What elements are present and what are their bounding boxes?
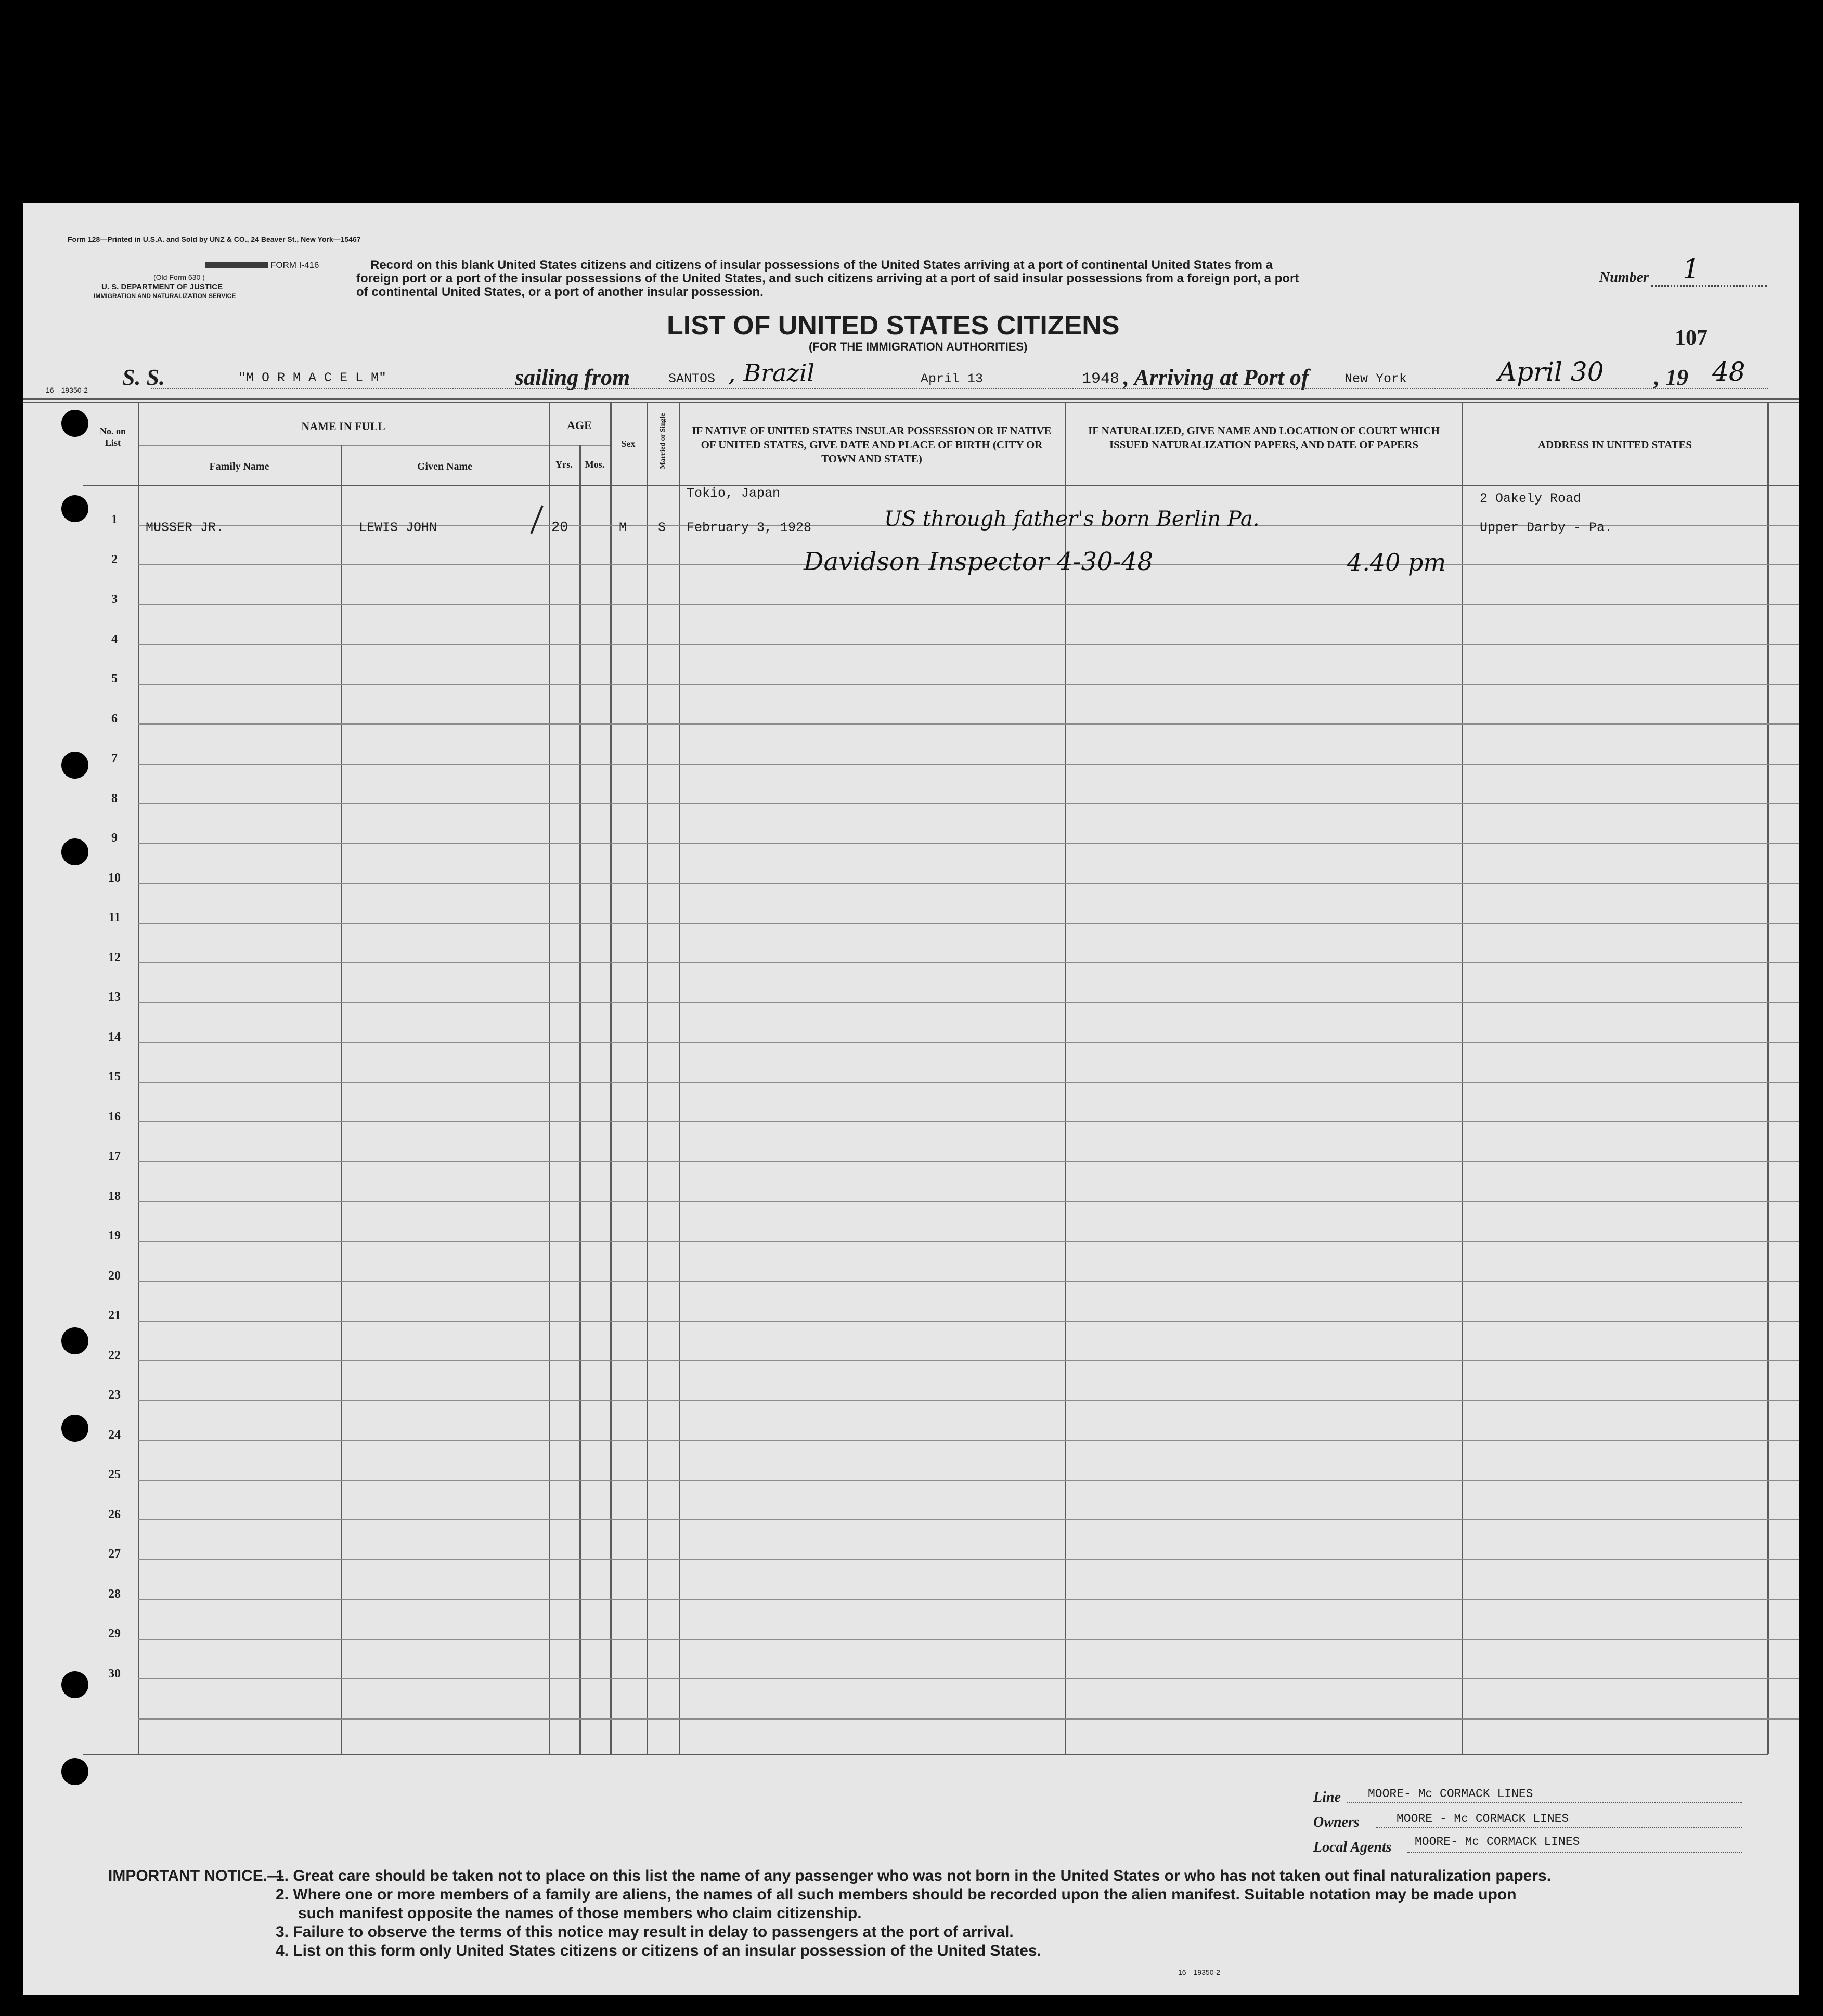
line-value: MOORE- Mc CORMACK LINES <box>1368 1787 1533 1801</box>
family-name: MUSSER JR. <box>146 520 224 535</box>
row-number: 8 <box>111 792 118 805</box>
row-line <box>138 923 1799 924</box>
departure-date: April 13 <box>921 371 984 386</box>
row-number: 3 <box>111 592 118 606</box>
row-number: 2 <box>111 553 118 566</box>
side-code: 16—19350-2 <box>46 386 88 394</box>
notice-item-2-cont: such manifest opposite the names of those members who claim citizenship. <box>298 1905 862 1922</box>
row-number: 28 <box>108 1587 121 1601</box>
header-name-in-full: NAME IN FULL <box>301 420 385 433</box>
row-number: 14 <box>108 1030 121 1044</box>
row-number: 11 <box>108 911 121 924</box>
row-number: 20 <box>108 1269 121 1283</box>
old-form: (Old Form 630 ) <box>153 273 205 281</box>
form-id: FORM I-416 <box>270 260 319 270</box>
row-line <box>138 1559 1799 1560</box>
departure-port: SANTOS <box>668 371 716 386</box>
birth-date: February 3, 1928 <box>687 520 812 535</box>
given-name: LEWIS JOHN <box>359 520 437 535</box>
table-top-border <box>23 398 1799 400</box>
service: IMMIGRATION AND NATURALIZATION SERVICE <box>94 292 236 300</box>
arrival-year: 48 <box>1712 357 1746 387</box>
instruction-line-2: foreign port or a port of the insular possessions of the United States, and such citizens arriving at a port of said insular possessions from a foreign port, a port <box>356 272 1299 286</box>
row-line <box>138 1400 1799 1401</box>
arriving-label: , Arriving at Port of <box>1123 365 1309 390</box>
row-number: 30 <box>108 1667 121 1681</box>
table-top-border-2 <box>23 402 1799 403</box>
row-number: 5 <box>111 672 118 686</box>
arrival-date: April 30 <box>1498 357 1604 387</box>
row-line <box>138 1241 1799 1242</box>
punch-hole <box>61 410 88 437</box>
number-label: Number <box>1599 269 1649 286</box>
page-title: LIST OF UNITED STATES CITIZENS <box>667 311 1120 341</box>
page-subtitle: (FOR THE IMMIGRATION AUTHORITIES) <box>809 340 1028 353</box>
row-line <box>138 1360 1799 1361</box>
row-line <box>138 1718 1799 1720</box>
row-number: 19 <box>108 1229 121 1243</box>
notice-item-1: 1. Great care should be taken not to place on this list the name of any passenger who was not born in the United States or who has not taken out final naturalization papers. <box>276 1867 1552 1884</box>
instruction-line-3: of continental United States, or a port of another insular possession. <box>356 285 764 299</box>
row-line <box>138 1121 1799 1122</box>
name-subheader-line <box>138 445 549 446</box>
row-number: 21 <box>108 1309 121 1322</box>
header-yrs: Yrs. <box>555 459 573 470</box>
local-agents-label: Local Agents <box>1313 1839 1392 1855</box>
row-line <box>138 684 1799 685</box>
row-number: 7 <box>111 752 118 765</box>
header-married-single: Married or Single <box>659 413 667 469</box>
notice-item-3: 3. Failure to observe the terms of this notice may result in delay to passengers at the port of arrival. <box>276 1923 1014 1941</box>
row-number: 6 <box>111 712 118 726</box>
row-number: 29 <box>108 1627 121 1640</box>
footer-code: 16—19350-2 <box>1178 1968 1220 1976</box>
row-number: 10 <box>108 871 121 885</box>
birth-place: Tokio, Japan <box>687 486 781 501</box>
number-value: 1 <box>1683 254 1700 285</box>
row-number: 1 <box>111 513 118 526</box>
row-number: 4 <box>111 632 118 646</box>
number-underline <box>1651 285 1767 287</box>
marital-status: S <box>658 520 666 535</box>
row-line <box>138 1321 1799 1322</box>
row-number: 9 <box>111 831 118 845</box>
departure-year: 1948 <box>1082 370 1120 388</box>
handwritten-time-note: 4.40 pm <box>1347 548 1446 576</box>
row-line <box>138 1480 1799 1481</box>
row-line <box>138 1042 1799 1043</box>
row-line <box>138 764 1799 765</box>
row-line <box>138 1599 1799 1600</box>
handwritten-citizenship-note: US through father's born Berlin Pa. <box>884 507 1260 531</box>
row-number: 17 <box>108 1149 121 1163</box>
header-native: IF NATIVE OF UNITED STATES INSULAR POSSESSION OR IF NATIVE OF UNITED STATES, GIVE DATE AND PLACE OF BIRTH (CITY OR TOWN AND STATE) <box>692 424 1052 465</box>
line-underline <box>1347 1802 1742 1803</box>
row-number: 26 <box>108 1508 121 1521</box>
row-number: 23 <box>108 1388 121 1402</box>
header-mos: Mos. <box>585 459 605 470</box>
row-number: 27 <box>108 1547 121 1561</box>
arrival-port: New York <box>1344 371 1407 386</box>
departure-country: , Brazil <box>728 359 815 387</box>
sailing-label: sailing from <box>515 365 630 390</box>
header-address: ADDRESS IN UNITED STATES <box>1537 438 1692 451</box>
address-line-2: Upper Darby - Pa. <box>1480 520 1613 535</box>
row-line <box>138 962 1799 963</box>
voyage-underline <box>151 388 1768 389</box>
row-number: 15 <box>108 1070 121 1083</box>
punch-hole <box>61 1758 88 1785</box>
row-line <box>138 1519 1799 1520</box>
row-line <box>138 723 1799 725</box>
row-number: 13 <box>108 990 121 1004</box>
owners-value: MOORE - Mc CORMACK LINES <box>1397 1812 1569 1826</box>
row-number: 18 <box>108 1190 121 1203</box>
notice-item-2: 2. Where one or more members of a family are aliens, the names of all such members should be recorded upon the alien manifest. Suitable notation may be made upon <box>276 1886 1517 1903</box>
row-number: 25 <box>108 1468 121 1481</box>
row-number: 22 <box>108 1349 121 1362</box>
ss-label: S. S. <box>122 365 165 390</box>
local-agents-underline <box>1407 1852 1742 1853</box>
row-line <box>138 1281 1799 1282</box>
address-line-1: 2 Oakely Road <box>1480 491 1582 506</box>
owners-underline <box>1376 1827 1742 1828</box>
row-line <box>138 1002 1799 1003</box>
row-number: 16 <box>108 1110 121 1123</box>
row-line <box>138 803 1799 804</box>
row-line <box>138 1082 1799 1083</box>
form-redacted-mark <box>205 262 268 268</box>
row-line <box>138 883 1799 884</box>
page-number: 107 <box>1675 326 1708 350</box>
instruction-line-1: Record on this blank United States citizens and citizens of insular possessions of the United States arriving at a port of continental United States from a <box>370 258 1273 272</box>
row-line <box>138 604 1799 605</box>
row-line <box>138 1440 1799 1441</box>
row-line <box>138 1678 1799 1679</box>
printer-line: Form 128—Printed in U.S.A. and Sold by UNZ & CO., 24 Beaver St., New York—15467 <box>68 235 361 243</box>
table-bottom-border <box>83 1754 1768 1755</box>
owners-label: Owners <box>1313 1814 1360 1830</box>
year-prefix: , 19 <box>1654 365 1688 390</box>
notice-heading: IMPORTANT NOTICE.— <box>108 1867 283 1884</box>
row-line <box>138 1201 1799 1202</box>
row-line <box>138 644 1799 645</box>
header-naturalized: IF NATURALIZED, GIVE NAME AND LOCATION OF COURT WHICH ISSUED NATURALIZATION PAPERS, AND DATE OF PAPERS <box>1088 424 1440 451</box>
row-number: 24 <box>108 1428 121 1442</box>
age-years: 20 <box>551 520 568 536</box>
handwritten-inspector-note: Davidson Inspector 4-30-48 <box>804 547 1154 576</box>
row-line <box>138 1161 1799 1162</box>
row-number: 12 <box>108 951 121 964</box>
header-sex: Sex <box>621 438 636 449</box>
row-line <box>138 843 1799 844</box>
col-divider <box>341 445 342 1754</box>
header-age: AGE <box>567 419 592 432</box>
col-divider <box>579 445 581 1754</box>
line-label: Line <box>1313 1789 1341 1805</box>
header-no-on-list: No. on List <box>99 426 126 448</box>
ship-name: "M O R M A C E L M" <box>238 370 387 385</box>
sex: M <box>619 520 627 535</box>
local-agents-value: MOORE- Mc CORMACK LINES <box>1415 1835 1580 1849</box>
row-line <box>138 1639 1799 1640</box>
department: U. S. DEPARTMENT OF JUSTICE <box>101 282 223 291</box>
header-given-name: Given Name <box>417 461 473 472</box>
header-family-name: Family Name <box>209 461 269 472</box>
notice-item-4: 4. List on this form only United States citizens or citizens of an insular possession of the United States. <box>276 1942 1041 1959</box>
